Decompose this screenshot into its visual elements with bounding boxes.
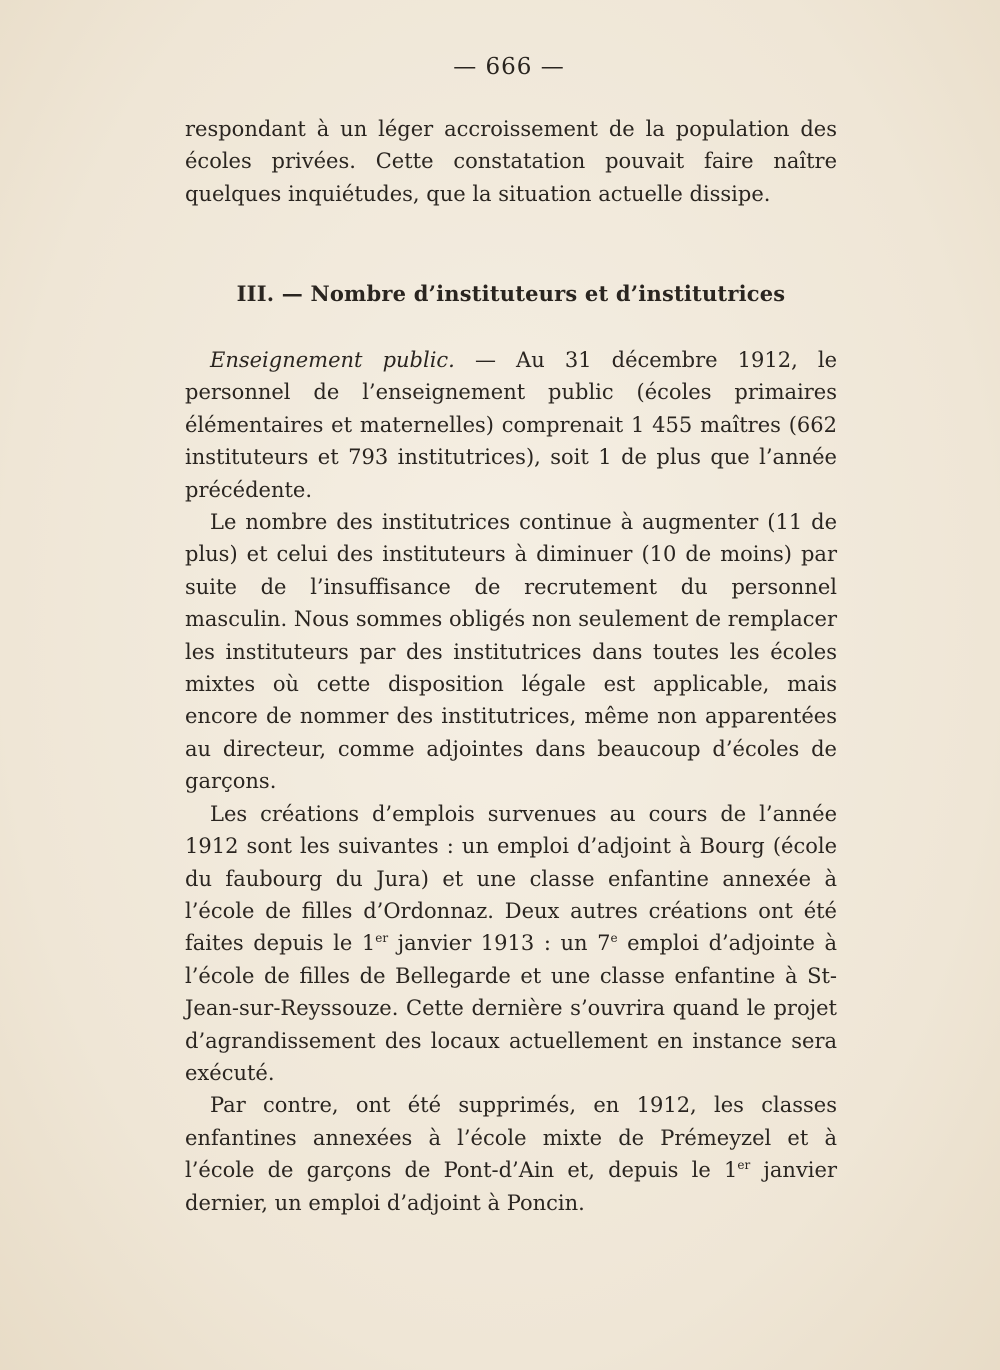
paragraph-creations-emplois (185, 798, 837, 1090)
paragraph-enseignement-public (185, 344, 837, 506)
paragraph-suppressions (185, 1089, 837, 1219)
paragraph-text: emploi d’adjointe à l’école de filles de Bellegarde et une classe enfantine à St-Jean-sur-Reyssouze. Cette dernière s’ouvrira quand le projet d’agrandissement des locaux actuellement en instance sera exécuté. (185, 931, 837, 1085)
page-number: — 666 — (453, 54, 565, 80)
section-body (185, 344, 837, 1219)
paragraph-nombre-institutrices (185, 506, 837, 798)
paragraph-text: Le nombre des institutrices continue à augmenter (11 de plus) et celui des instituteurs à diminuer (10 de moins) par suite de l’insuffisance de recrutement du personnel masculin. Nous sommes obligés non seulement de remplacer les instituteurs par des institutrices dans toutes les écoles mixtes où cette disposition légale est applicable, mais encore de nommer des institutrices, même non apparentées au directeur, comme adjointes dans beaucoup d’écoles de garçons. (185, 510, 837, 794)
paragraph-text: janvier dernier, un emploi d’adjoint à Poncin. (185, 1158, 837, 1215)
section-heading: III. — Nombre d’instituteurs et d’institutrices (236, 281, 786, 306)
paragraph-text: janvier 1913 : un 7 (388, 931, 611, 956)
superscript: er (375, 931, 389, 946)
paragraph-text: Les créations d’emplois survenues au cours de l’année 1912 sont les suivantes : un emploi d’adjoint à Bourg (école du faubourg du Jura) et une classe enfantine annexée à l’école de filles d’Ordonnaz. Deux autres créations ont été faites depuis le 1 (185, 801, 837, 956)
superscript: er (737, 1158, 751, 1173)
continuation-paragraph-text: respondant à un léger accroissement de la population des écoles privées. Cette constatation pouvait faire naître quelques inquiétudes, que la situation actuelle dissipe. (185, 117, 837, 206)
continuation-paragraph (185, 113, 837, 210)
paragraph-text: — Au 31 décembre 1912, le personnel de l’enseignement public (écoles primaires élémentaires et maternelles) comprenait 1 455 maîtres (662 instituteurs et 793 institutrices), soit 1 de plus que l’année précédente. (185, 348, 837, 502)
paragraph-lead: Enseignement public. (210, 348, 455, 372)
superscript: e (610, 931, 618, 946)
paragraph-text: Par contre, ont été supprimés, en 1912, les classes enfantines annexées à l’école mixte de Prémeyzel et à l’école de garçons de Pont-d’Ain et, depuis le 1 (185, 1093, 837, 1183)
